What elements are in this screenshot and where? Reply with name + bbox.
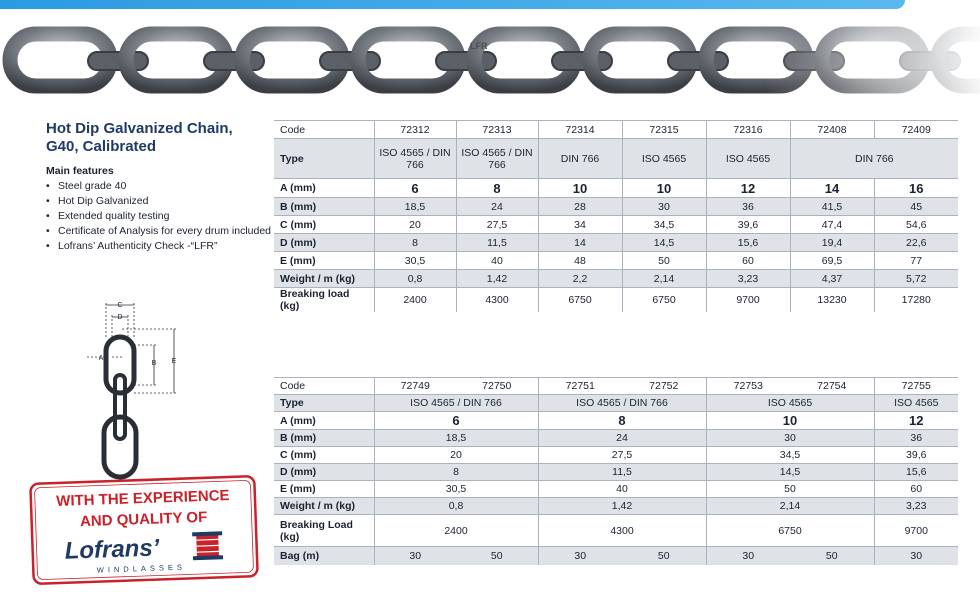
row-label: Code: [274, 378, 374, 395]
table-cell: ISO 4565 / DIN 766: [374, 139, 456, 179]
feature-item: • Hot Dip Galvanized: [46, 194, 271, 209]
table-row: [274, 378, 958, 395]
dim-label-a: A: [98, 355, 104, 362]
table-row: [274, 139, 958, 179]
features-section: [46, 165, 271, 254]
table-cell: 72749: [374, 378, 456, 395]
table-cell: 50: [622, 252, 706, 270]
table-cell: 30,5: [374, 481, 538, 498]
table-cell: 72755: [874, 378, 958, 395]
table-row: [274, 234, 958, 252]
table-cell: 72751: [538, 378, 622, 395]
table-cell: 36: [874, 430, 958, 447]
table-cell: 72750: [456, 378, 538, 395]
table-cell: ISO 4565: [874, 395, 958, 412]
table-cell: 30: [622, 198, 706, 216]
table-cell: 8: [374, 464, 538, 481]
table-cell: 69,5: [790, 252, 874, 270]
table-cell: 12: [706, 179, 790, 198]
features-list: [46, 179, 271, 254]
table-cell: 8: [456, 179, 538, 198]
table-cell: 72752: [622, 378, 706, 395]
table-row: [274, 252, 958, 270]
table-cell: ISO 4565 / DIN 766: [538, 395, 706, 412]
chain-dimension-diagram: [82, 295, 192, 495]
dim-label-b: B: [151, 360, 157, 367]
features-heading: Main features: [46, 165, 114, 177]
table-cell: 50: [790, 547, 874, 565]
table-row: [274, 430, 958, 447]
table-cell: 30: [706, 430, 874, 447]
table-row: [274, 216, 958, 234]
row-label: B (mm): [274, 430, 374, 447]
table-row: [274, 288, 958, 313]
table-cell: 34,5: [706, 447, 874, 464]
table-cell: 47,4: [790, 216, 874, 234]
table-cell: 39,6: [706, 216, 790, 234]
row-label: E (mm): [274, 252, 374, 270]
table-cell: 6750: [538, 288, 622, 313]
product-title-line1: Hot Dip Galvanized Chain,: [46, 120, 233, 137]
table-cell: 30: [538, 547, 622, 565]
table-cell: 72408: [790, 121, 874, 139]
table-cell: 30: [706, 547, 790, 565]
table-cell: 60: [874, 481, 958, 498]
table-cell: 39,6: [874, 447, 958, 464]
row-label: A (mm): [274, 179, 374, 198]
table-cell: 72753: [706, 378, 790, 395]
row-label: C (mm): [274, 447, 374, 464]
product-title: [46, 120, 266, 156]
table-cell: 6750: [622, 288, 706, 313]
spec-table-2: [274, 377, 958, 565]
table-cell: 30: [374, 547, 456, 565]
badge-brand: Lofrans’: [64, 534, 160, 565]
table-cell: 72315: [622, 121, 706, 139]
table-cell: 27,5: [538, 447, 706, 464]
row-label: Weight / m (kg): [274, 498, 374, 515]
table-cell: 72314: [538, 121, 622, 139]
table-cell: 9700: [874, 515, 958, 547]
dim-label-c: C: [117, 302, 123, 309]
table-row: [274, 481, 958, 498]
table-row: [274, 547, 958, 565]
table-cell: 2,2: [538, 270, 622, 288]
row-label: A (mm): [274, 412, 374, 430]
table-cell: 50: [622, 547, 706, 565]
top-accent-bar: [0, 0, 905, 9]
table-cell: 6: [374, 179, 456, 198]
table-cell: DIN 766: [538, 139, 622, 179]
table-cell: 15,6: [874, 464, 958, 481]
table-cell: 50: [456, 547, 538, 565]
table-cell: 3,23: [874, 498, 958, 515]
table-row: [274, 121, 958, 139]
table-cell: 72316: [706, 121, 790, 139]
table-row: [274, 498, 958, 515]
feature-item: • Certificate of Analysis for every drum included: [46, 224, 271, 239]
table-cell: 9700: [706, 288, 790, 313]
table-cell: 2,14: [622, 270, 706, 288]
table-cell: 4,37: [790, 270, 874, 288]
table-cell: 6: [374, 412, 538, 430]
table-cell: 24: [456, 198, 538, 216]
table-row: [274, 464, 958, 481]
spec-table-1: [274, 120, 958, 312]
table-cell: 8: [374, 234, 456, 252]
table-cell: 24: [538, 430, 706, 447]
row-label: D (mm): [274, 234, 374, 252]
table-cell: 20: [374, 216, 456, 234]
table-cell: 48: [538, 252, 622, 270]
table-cell: 8: [538, 412, 706, 430]
table-cell: 34: [538, 216, 622, 234]
table-cell: 14,5: [622, 234, 706, 252]
table-cell: 22,6: [874, 234, 958, 252]
table-cell: 1,42: [538, 498, 706, 515]
table-cell: 72409: [874, 121, 958, 139]
table-cell: 41,5: [790, 198, 874, 216]
table-cell: 12: [874, 412, 958, 430]
table-cell: 11,5: [538, 464, 706, 481]
product-title-line2: G40, Calibrated: [46, 138, 157, 155]
table-cell: 40: [538, 481, 706, 498]
table-cell: 2400: [374, 515, 538, 547]
table-row: [274, 198, 958, 216]
table-cell: 18,5: [374, 430, 538, 447]
table-cell: 10: [538, 179, 622, 198]
table-cell: 11,5: [456, 234, 538, 252]
table-cell: ISO 4565: [706, 139, 790, 179]
table-cell: 10: [706, 412, 874, 430]
table-cell: 4300: [538, 515, 706, 547]
table-cell: 15,6: [706, 234, 790, 252]
table-cell: 17280: [874, 288, 958, 313]
table-row: [274, 412, 958, 430]
table-cell: 72312: [374, 121, 456, 139]
table-cell: 13230: [790, 288, 874, 313]
table-cell: 20: [374, 447, 538, 464]
table-cell: 30,5: [374, 252, 456, 270]
table-cell: 14,5: [706, 464, 874, 481]
dim-label-e: E: [171, 358, 177, 365]
row-label: Type: [274, 139, 374, 179]
table-cell: 16: [874, 179, 958, 198]
table-cell: 1,42: [456, 270, 538, 288]
table-cell: 6750: [706, 515, 874, 547]
table-cell: 77: [874, 252, 958, 270]
table-cell: 60: [706, 252, 790, 270]
table-cell: 14: [790, 179, 874, 198]
table-cell: 50: [706, 481, 874, 498]
row-label: Code: [274, 121, 374, 139]
table-cell: 2,14: [706, 498, 874, 515]
table-cell: 36: [706, 198, 790, 216]
dim-label-d: D: [117, 314, 123, 321]
table-cell: ISO 4565: [622, 139, 706, 179]
feature-item: • Steel grade 40: [46, 179, 271, 194]
table-cell: 40: [456, 252, 538, 270]
row-label: D (mm): [274, 464, 374, 481]
table-row: [274, 395, 958, 412]
table-cell: 3,23: [706, 270, 790, 288]
table-cell: 19,4: [790, 234, 874, 252]
feature-item: • Lofrans’ Authenticity Check -“LFR”: [46, 239, 271, 254]
row-label: C (mm): [274, 216, 374, 234]
table-cell: DIN 766: [790, 139, 958, 179]
row-label: Weight / m (kg): [274, 270, 374, 288]
row-label: Breaking load (kg): [274, 288, 374, 313]
table-row: [274, 179, 958, 198]
table-cell: 4300: [456, 288, 538, 313]
table-cell: 34,5: [622, 216, 706, 234]
table-cell: 18,5: [374, 198, 456, 216]
row-label: B (mm): [274, 198, 374, 216]
table-cell: 54,6: [874, 216, 958, 234]
table-cell: 45: [874, 198, 958, 216]
table-cell: 28: [538, 198, 622, 216]
table-cell: 27,5: [456, 216, 538, 234]
feature-item: • Extended quality testing: [46, 209, 271, 224]
row-label: Breaking Load (kg): [274, 515, 374, 547]
row-label: E (mm): [274, 481, 374, 498]
table-cell: ISO 4565 / DIN 766: [374, 395, 538, 412]
table-cell: 14: [538, 234, 622, 252]
table-cell: ISO 4565: [706, 395, 874, 412]
table-cell: 72754: [790, 378, 874, 395]
chain-banner-image: [0, 14, 980, 114]
table-cell: 72313: [456, 121, 538, 139]
table-cell: 10: [622, 179, 706, 198]
table-cell: 5,72: [874, 270, 958, 288]
row-label: Bag (m): [274, 547, 374, 565]
badge-sub: WINDLASSES: [96, 562, 187, 575]
table-row: [274, 270, 958, 288]
table-cell: 0,8: [374, 270, 456, 288]
table-row: [274, 515, 958, 547]
table-cell: 30: [874, 547, 958, 565]
table-row: [274, 447, 958, 464]
table-cell: 2400: [374, 288, 456, 313]
table-cell: 0,8: [374, 498, 538, 515]
row-label: Type: [274, 395, 374, 412]
badge-line2: AND QUALITY OF: [79, 508, 208, 531]
table-cell: ISO 4565 / DIN 766: [456, 139, 538, 179]
badge-line1: WITH THE EXPERIENCE: [55, 486, 230, 511]
lofrans-badge: [28, 474, 260, 586]
